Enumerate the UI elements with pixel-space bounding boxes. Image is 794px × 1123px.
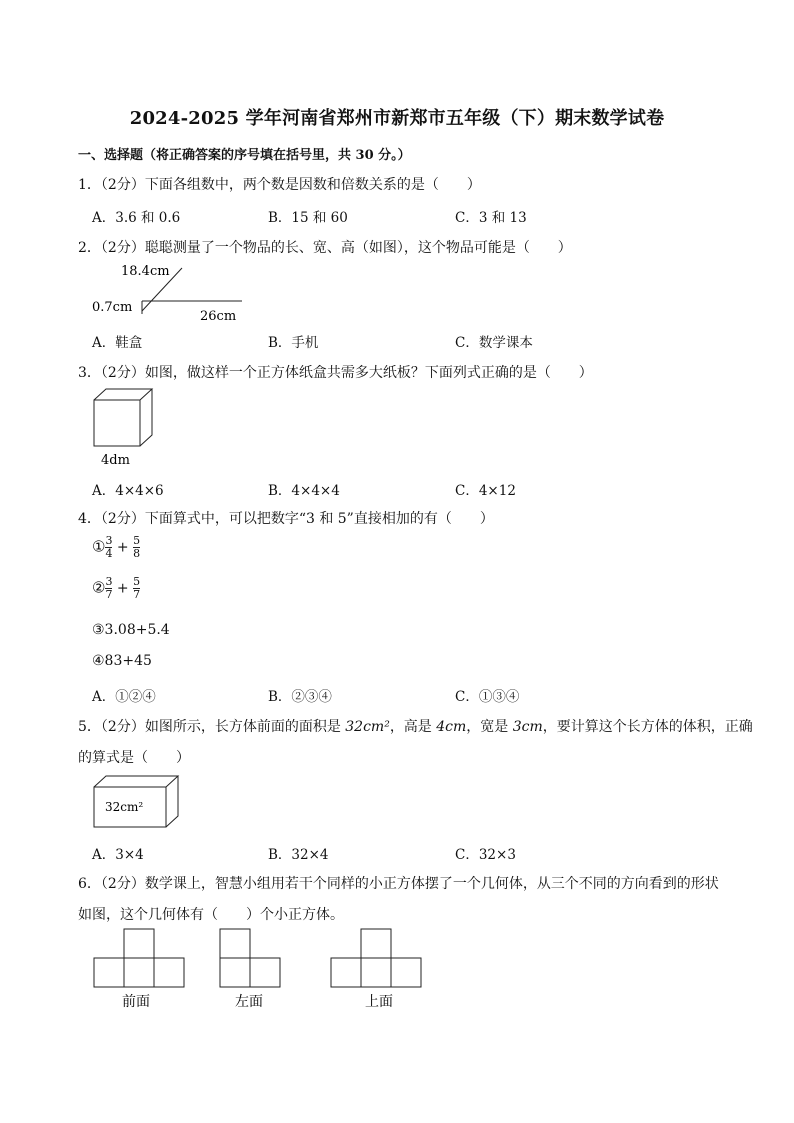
question-5-option-c: C．32×3 [455,847,516,863]
question-6-left-view [220,928,282,1013]
question-6-text-line2: 如图，这个几何体有（ ）个小正方体。 [78,907,344,923]
fraction: $\frac{5}{7}$ [133,575,141,601]
question-6-text: 6．（2分）数学课上，智慧小组用若干个同样的小正方体摆了一个几何体，从三个不同的方向看到的形状 [78,876,719,892]
question-2-length-base: 26cm [200,309,237,324]
question-4-item-3: ③3.08+5.4 [92,622,170,638]
question-4-option-b: B．②③④ [268,689,332,705]
question-4-option-c: C．①③④ [455,689,520,705]
question-2-option-b: B．手机 [268,335,319,351]
item-2-mark: ② [92,578,106,597]
question-5-area-label: 32cm² [105,800,144,814]
question-2-option-a: A．鞋盒 [92,335,143,351]
fraction: $\frac{3}{7}$ [105,575,113,601]
left-view-label: 左面 [235,994,263,1010]
question-4-item-1: ① $\frac{3}{4}$ + $\frac{5}{8}$ [92,534,141,560]
page-title: 2024-2025 学年河南省郑州市新郑市五年级（下）期末数学试卷 [129,108,665,129]
question-5-option-a: A．3×4 [92,847,144,863]
question-1-option-b: B．15 和 60 [268,210,348,226]
question-5-option-b: B．32×4 [268,847,329,863]
question-4-option-a: A．①②④ [92,689,156,705]
question-3-text: 3．（2分）如图，做这样一个正方体纸盒共需多大纸板？下面列式正确的是（ ） [78,365,593,381]
height-value: 4cm [436,719,467,735]
question-3-edge-label: 4dm [101,453,130,468]
question-2-text: 2．（2分）聪聪测量了一个物品的长、宽、高（如图），这个物品可能是（ ） [78,240,572,256]
top-view-label: 上面 [365,994,393,1010]
section-heading: 一、选择题（将正确答案的序号填在括号里，共 30 分。） [78,148,411,163]
question-2-length-diagonal: 18.4cm [121,264,170,279]
question-2-option-c: C．数学课本 [455,335,533,351]
front-view-label: 前面 [122,994,150,1010]
question-2-length-height: 0.7cm [92,300,133,315]
question-3-cube-figure [92,388,172,468]
question-5-text: 5．（2分）如图所示，长方体前面的面积是 32cm²，高是 4cm，宽是 3cm，要计算这个长方体的体积，正确 [78,719,753,735]
question-2-figure [90,258,260,328]
question-6-front-view [94,928,186,1013]
question-3-option-c: C．4×12 [455,483,516,499]
fraction: $\frac{3}{4}$ [105,534,113,560]
width-value: 3cm [512,719,543,735]
fraction: $\frac{5}{8}$ [133,534,141,560]
question-1-text: 1．（2分）下面各组数中，两个数是因数和倍数关系的是（ ） [78,177,481,193]
question-1-option-c: C．3 和 13 [455,210,527,226]
question-5-text-line2: 的算式是（ ） [78,750,190,766]
question-1-option-a: A．3.6 和 0.6 [92,210,181,226]
question-5-cuboid-figure [92,774,182,830]
item-1-mark: ① [92,537,106,556]
question-3-option-b: B．4×4×4 [268,483,340,499]
question-6-top-view [331,928,423,1013]
question-4-item-4: ④83+45 [92,653,152,669]
question-3-option-a: A．4×4×6 [92,483,164,499]
question-4-text: 4．（2分）下面算式中，可以把数字“3 和 5”直接相加的有（ ） [78,511,494,527]
question-4-item-2: ② $\frac{3}{7}$ + $\frac{5}{7}$ [92,575,141,601]
area-value: 32cm² [345,719,390,735]
